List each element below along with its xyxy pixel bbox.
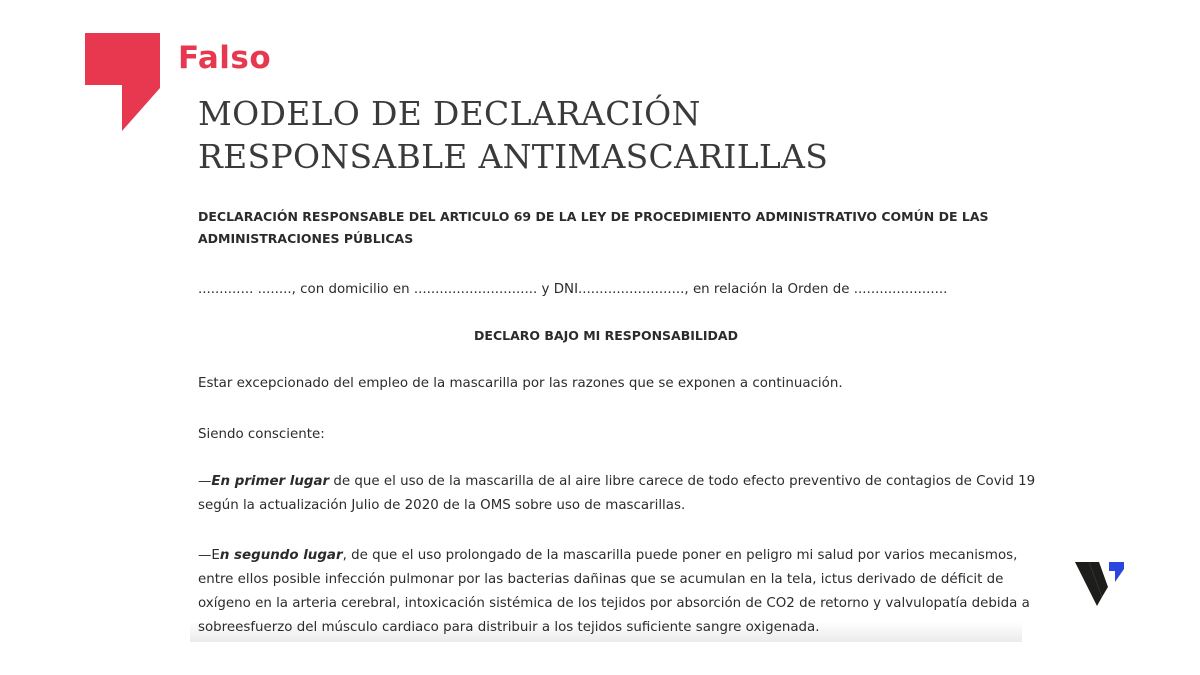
speech-quote-icon bbox=[85, 33, 160, 131]
document-title bbox=[198, 92, 828, 178]
second-reason-line-3: oxígeno en la arteria cerebral, intoxicación sistémica de los tejidos por absorción de CO2 de retorno y valvulopatía debida a bbox=[198, 596, 1030, 611]
dash-prefix: —E bbox=[198, 548, 220, 563]
form-line: ............. ........, con domicilio en ............................. y DNI........................., en relación la Orden de ...................... bbox=[198, 282, 948, 297]
declaration-heading: DECLARO BAJO MI RESPONSABILIDAD bbox=[474, 328, 738, 343]
legal-heading bbox=[198, 206, 998, 250]
title-line-2: RESPONSABLE ANTIMASCARILLAS bbox=[198, 137, 829, 176]
first-reason-line-2: según la actualización Julio de 2020 de la OMS sobre uso de mascarillas. bbox=[198, 498, 686, 513]
first-emphasis: En primer lugar bbox=[211, 474, 330, 489]
exemption-paragraph: Estar excepcionado del empleo de la mascarilla por las razones que se exponen a continuación. bbox=[198, 376, 843, 391]
second-emphasis: n segundo lugar bbox=[219, 548, 343, 563]
first-reason-paragraph bbox=[198, 470, 1035, 518]
title-line-1: MODELO DE DECLARACIÓN bbox=[198, 94, 701, 133]
legal-heading-line-1: DECLARACIÓN RESPONSABLE DEL ARTICULO 69 DE LA LEY DE PROCEDIMIENTO ADMINISTRATIVO COMÚN DE LAS bbox=[198, 209, 989, 224]
first-line-1-rest: de que el uso de la mascarilla de al aire libre carece de todo efecto preventivo de contagios de Covid 19 bbox=[329, 474, 1036, 489]
legal-heading-line-2: ADMINISTRACIONES PÚBLICAS bbox=[198, 231, 414, 246]
second-line-1-rest: , de que el uso prolongado de la mascarilla puede poner en peligro mi salud por varios mecanismos, bbox=[342, 548, 1018, 563]
second-reason-line-4: sobreesfuerzo del músculo cardiaco para distribuir a los tejidos suficiente sangre oxigenada. bbox=[198, 620, 820, 635]
verdict-label: Falso bbox=[178, 40, 272, 76]
aware-paragraph: Siendo consciente: bbox=[198, 427, 325, 442]
first-reason-line-1 bbox=[198, 470, 1035, 494]
second-reason-line-1 bbox=[198, 544, 1030, 568]
dash: — bbox=[198, 474, 212, 489]
newtral-logo-icon bbox=[1075, 562, 1127, 606]
second-reason-paragraph bbox=[198, 544, 1030, 640]
second-reason-line-2: entre ellos posible infección pulmonar por las bacterias dañinas que se acumulan en la tela, ictus derivado de déficit de bbox=[198, 572, 1004, 587]
